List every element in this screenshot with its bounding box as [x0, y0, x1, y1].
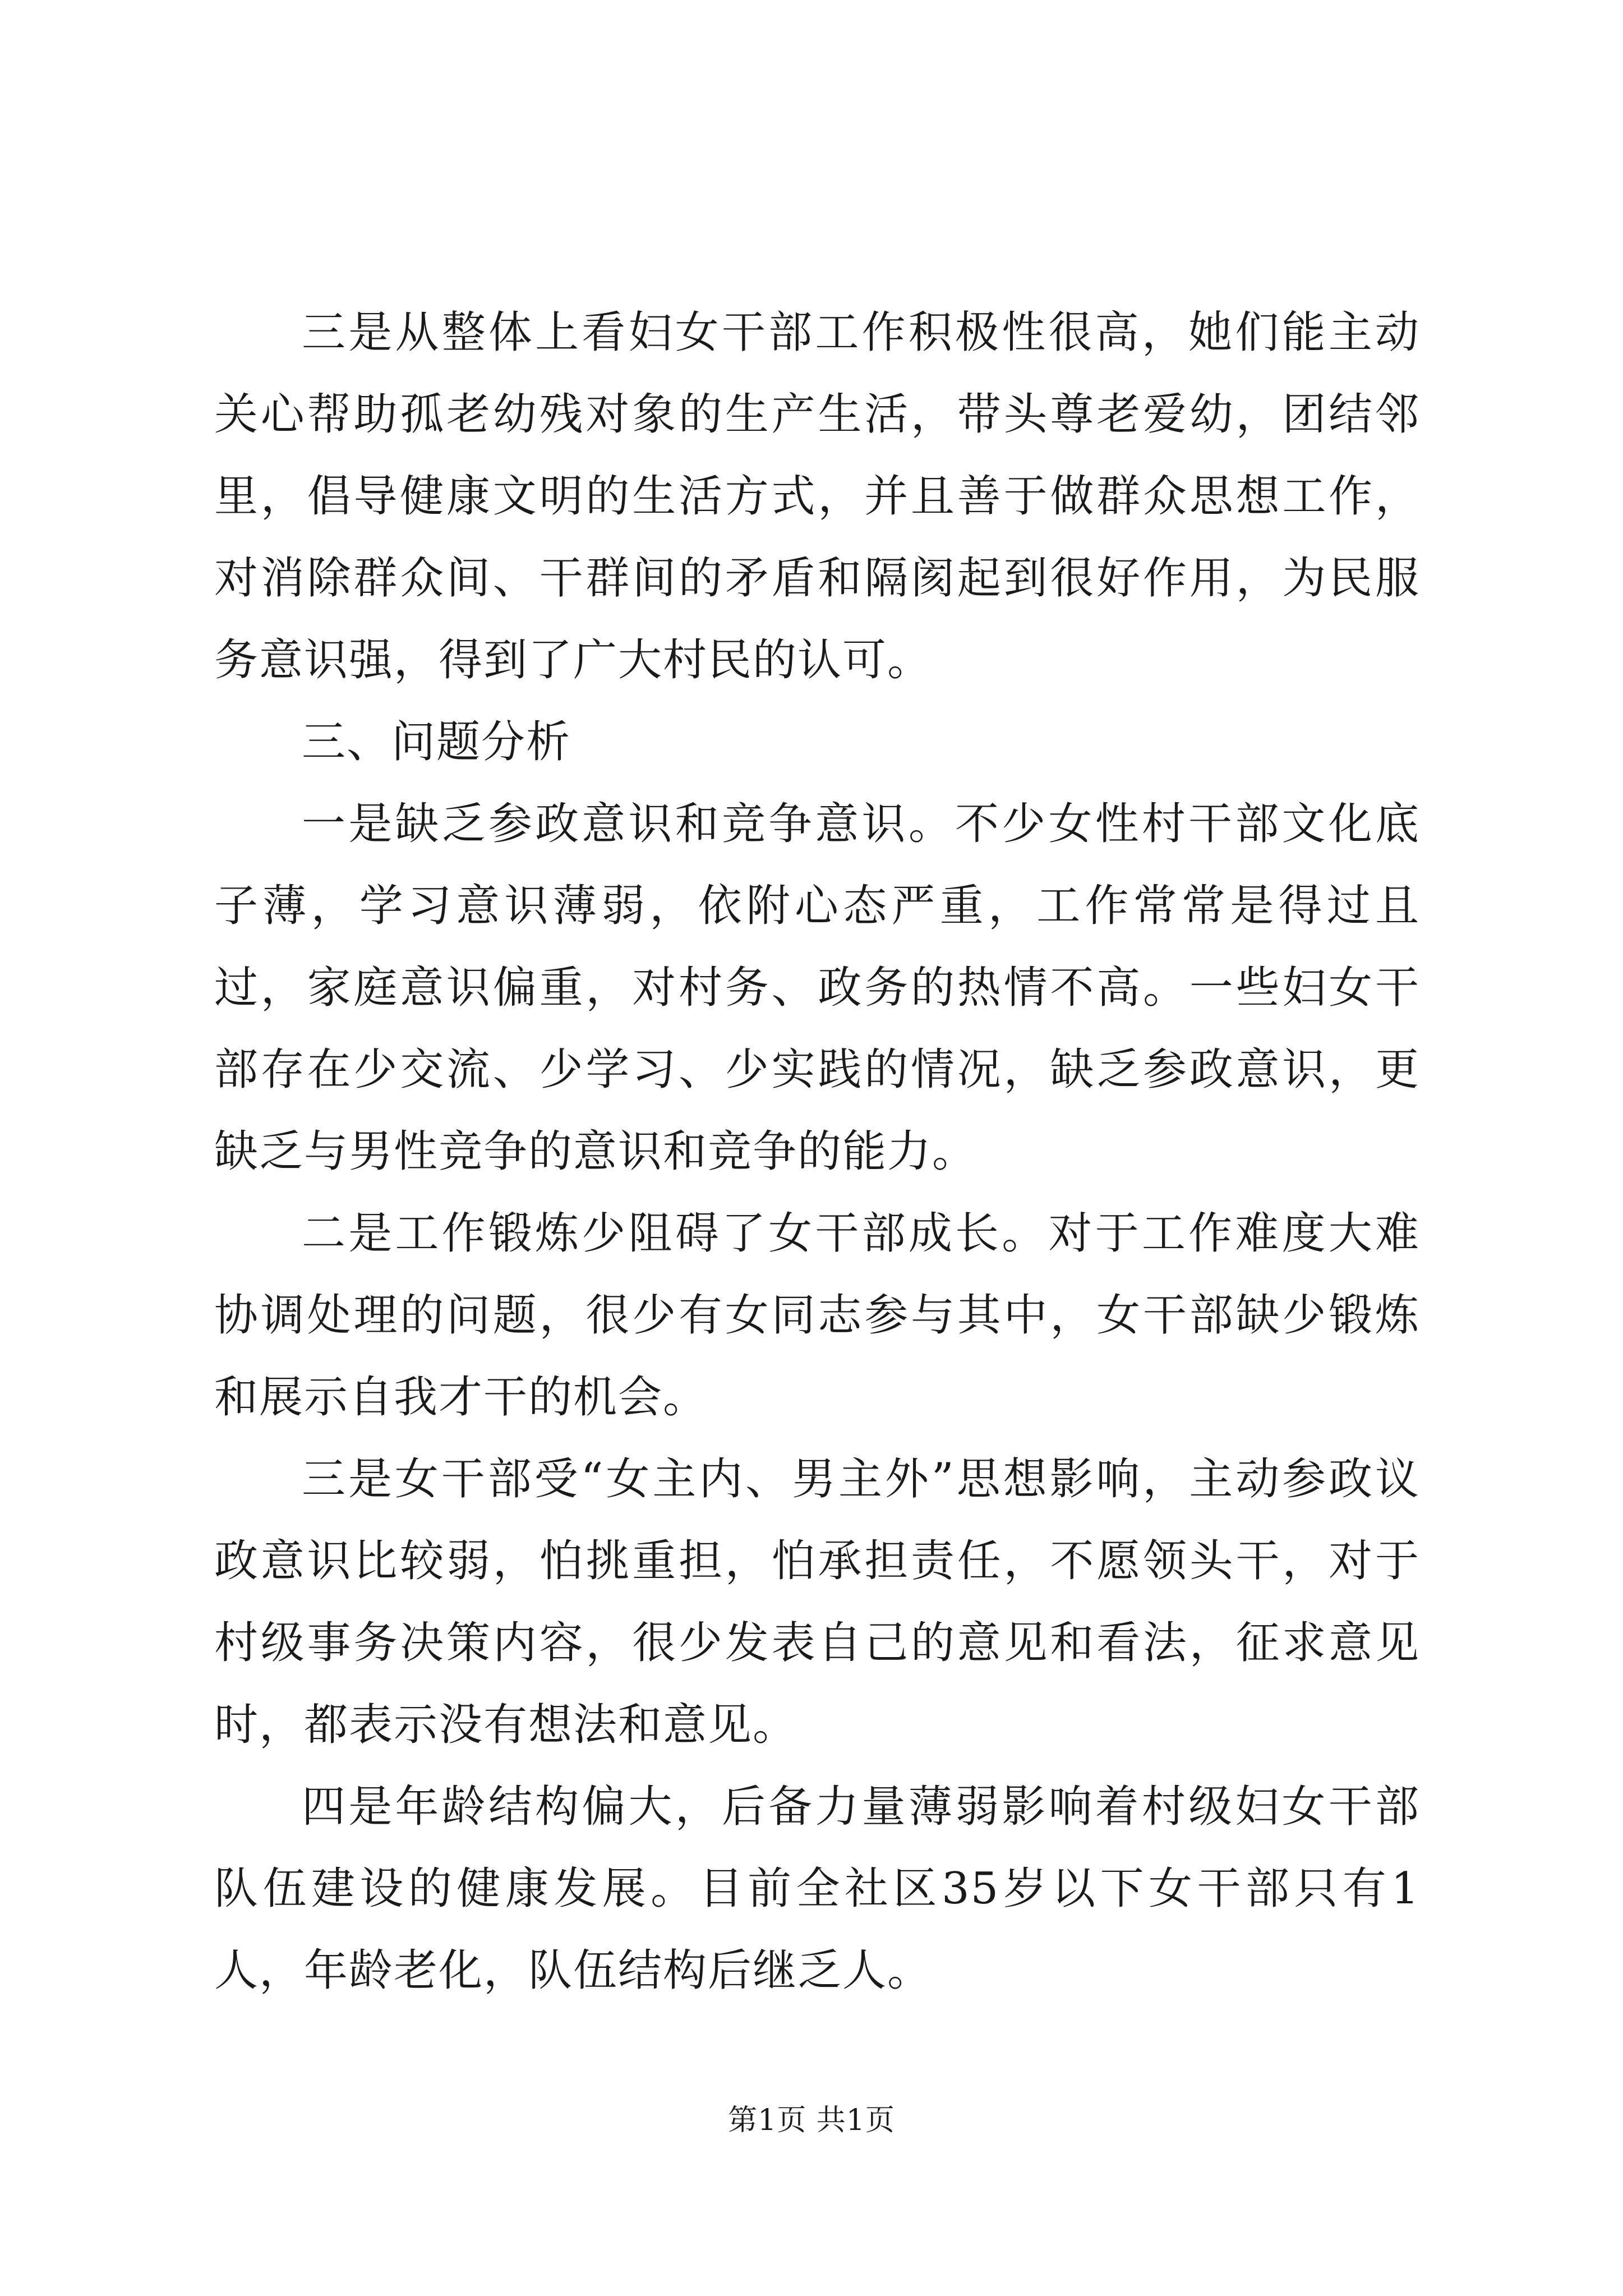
document-body: [214, 292, 1420, 2012]
paragraph-1: 三是从整体上看妇女干部工作积极性很高，她们能主动关心帮助孤老幼残对象的生产生活，带头尊老爱幼，团结邻里，倡导健康文明的生活方式，并且善于做群众思想工作，对消除群众间、干群间的矛盾和隔阂起到很好作用，为民服务意识强，得到了广大村民的认可。: [214, 307, 1420, 685]
section-heading: 三、问题分析: [302, 717, 571, 767]
paragraph-2: 一是缺乏参政意识和竞争意识。不少女性村干部文化底子薄，学习意识薄弱，依附心态严重，工作常常是得过且过，家庭意识偏重，对村务、政务的热情不高。一些妇女干部存在少交流、少学习、少实践的情况，缺乏参政意识，更缺乏与男性竞争的意识和竞争的能力。: [214, 799, 1420, 1177]
paragraph-5: 四是年龄结构偏大，后备力量薄弱影响着村级妇女干部队伍建设的健康发展。目前全社区35岁以下女干部只有1人，年龄老化，队伍结构后继乏人。: [214, 1782, 1420, 1996]
paragraph-4: 三是女干部受“女主内、男主外”思想影响，主动参政议政意识比较弱，怕挑重担，怕承担责任，不愿领头干，对于村级事务决策内容，很少发表自己的意见和看法，征求意见时，都表示没有想法和意见。: [214, 1454, 1420, 1750]
paragraph-3: 二是工作锻炼少阻碍了女干部成长。对于工作难度大难协调处理的问题，很少有女同志参与其中，女干部缺少锻炼和展示自我才干的机会。: [214, 1208, 1420, 1423]
page-footer: 第1页 共1页: [728, 2104, 895, 2137]
